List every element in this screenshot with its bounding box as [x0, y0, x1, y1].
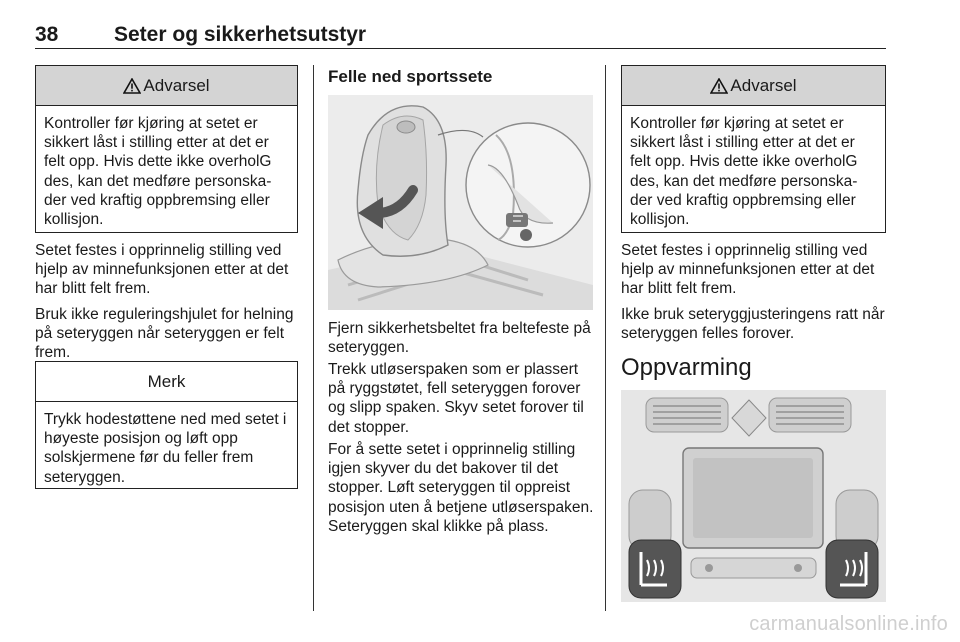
- warning-title: Advarsel: [143, 75, 210, 95]
- seat-illustration: [328, 95, 593, 310]
- note-text-content: Trykk hodestøttene ned med setet i høyeste posisjon og løft opp solskjermene før du feller frem seteryggen.: [44, 411, 287, 486]
- watermark-text: carmanualsonline.info: [749, 613, 948, 635]
- warning-text: [36, 106, 297, 229]
- warning-box-header: [36, 66, 297, 106]
- warning-box: [35, 65, 298, 233]
- column-divider: [605, 65, 606, 611]
- section-subheading: Felle ned sportssete: [328, 67, 493, 86]
- warning-triangle-icon: [123, 78, 141, 94]
- warning-box: [621, 65, 886, 233]
- section-title: Oppvarming: [621, 354, 752, 381]
- body-paragraph: Fjern sikkerhetsbeltet fra beltefeste på seteryggen.: [328, 320, 591, 357]
- column-divider: [313, 65, 314, 611]
- body-paragraph: Bruk ikke reguleringshjulet for helning på seteryggen når seteryggen er felt frem.: [35, 306, 294, 362]
- warning-triangle-icon: [710, 78, 728, 94]
- warning-title: Advarsel: [730, 75, 797, 95]
- warning-text-content: Kontroller før kjøring at setet er sikkert låst i stilling etter at det er felt opp. Hvis dette ikke overholG des, kan det medføre personska der ved kraftig oppbremsing eller kollisjon.: [44, 115, 272, 229]
- body-paragraph: For å sette setet i opprinnelig stilling igjen skyver du det bakover til det stopper. Løft seteryggen til oppreist posisjon uten å betjene utløserspaken. Seteryggen skal klikke på plass.: [328, 441, 594, 535]
- body-paragraph: Ikke bruk seteryggjusteringens ratt når seteryggen felles forover.: [621, 306, 885, 343]
- page-number: 38: [35, 23, 59, 46]
- note-title: Merk: [147, 371, 186, 391]
- dashboard-illustration: [621, 390, 886, 602]
- body-paragraph: Setet festes i opprinnelig stilling ved hjelp av minnefunksjonen etter at det har blitt felt frem.: [621, 242, 875, 298]
- page-header: [35, 22, 886, 49]
- note-box: [35, 361, 298, 489]
- body-paragraph: Setet festes i opprinnelig stilling ved hjelp av minnefunksjonen etter at det har blitt felt frem.: [35, 242, 289, 298]
- warning-box-header: [622, 66, 885, 106]
- note-box-header: [36, 362, 297, 402]
- body-paragraph: Trekk utløserspaken som er plassert på ryggstøtet, fell seteryggen forover og slipp spaken. Skyv setet forover til det stopper.: [328, 361, 584, 436]
- warning-text: [622, 106, 885, 229]
- note-text: [36, 402, 297, 487]
- page-heading: Seter og sikkerhetsutstyr: [114, 23, 367, 46]
- warning-text-content: Kontroller før kjøring at setet er sikkert låst i stilling etter at det er felt opp. Hvis dette ikke overholG des, kan det medføre personska der ved kraftig oppbremsing eller kollisjon.: [630, 115, 858, 229]
